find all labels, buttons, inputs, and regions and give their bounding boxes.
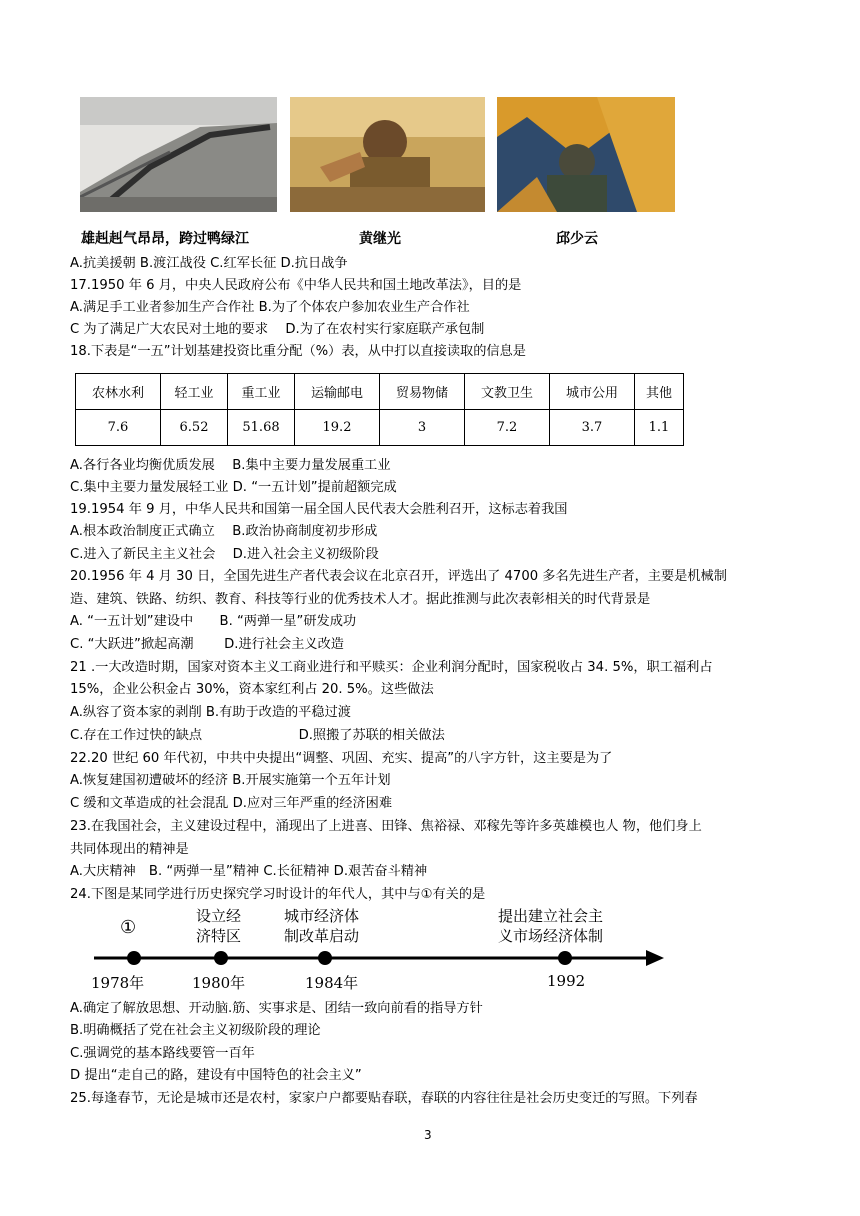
bridge-crossing-photo — [80, 97, 277, 212]
text-line: A.大庆精神 B. “两弹一星”精神 C.长征精神 D.艰苦奋斗精神 — [70, 864, 428, 879]
text-line: A.各行各业均衡优质发展 B.集中主要力量发展重工业 — [70, 458, 391, 473]
table-cell: 7.6 — [76, 410, 161, 446]
table-cell: 6.52 — [161, 410, 228, 446]
timeline-year: 1992 — [547, 972, 586, 990]
table-header-cell: 贸易物储 — [380, 374, 465, 410]
timeline-arrow — [646, 950, 664, 966]
photo-caption-3: 邱少云 — [556, 231, 598, 247]
text-line: B.明确概括了党在社会主义初级阶段的理论 — [70, 1023, 321, 1038]
timeline-label — [284, 906, 359, 946]
investment-table — [75, 373, 684, 446]
timeline-label-text: 城市经济体 制改革启动 — [284, 907, 360, 945]
text-line: A.根本政治制度正式确立 B.政治协商制度初步形成 — [70, 524, 378, 539]
text-line: A.确定了解放思想、开动脑.筋、实事求是、团结一致向前看的指导方针 — [70, 1001, 483, 1016]
table-cell: 51.68 — [228, 410, 295, 446]
table-cell: 3.7 — [550, 410, 635, 446]
text-line: C.集中主要力量发展轻工业 D. “一五计划”提前超额完成 — [70, 480, 397, 495]
timeline-year: 1980年 — [192, 974, 246, 992]
text-line: 15%，企业公积金占 30%，资本家红利占 20. 5%。这些做法 — [70, 682, 434, 697]
text-line: 造、建筑、铁路、纺织、教育、科技等行业的优秀技术人才。据此推测与此次表彰相关的时代背景是 — [70, 592, 651, 607]
timeline-dot — [214, 951, 228, 965]
text-line: D 提出“走自己的路，建设有中国特色的社会主义” — [70, 1068, 362, 1083]
text-line: A.恢复建国初遭破坏的经济 B.开展实施第一个五年计划 — [70, 773, 391, 788]
soldier-painting — [290, 97, 485, 212]
table-cell: 19.2 — [295, 410, 380, 446]
timeline-label-text: 设立经 济特区 — [196, 907, 242, 945]
text-line: 20.1956 年 4 月 30 日，全国先进生产者代表会议在北京召开，评选出了 4700 多名先进生产者，主要是机械制 — [70, 569, 727, 584]
timeline-label-text: 提出建立社会主 义市场经济体制 — [498, 907, 604, 945]
text-line: A.纵容了资本家的剥削 B.有助于改造的平稳过渡 — [70, 705, 351, 720]
table-header-cell: 农林水利 — [76, 374, 161, 410]
text-line: 19.1954 年 9 月，中华人民共和国第一届全国人民代表大会胜利召开，这标志着我国 — [70, 502, 568, 517]
text-line: A.抗美援朝 B.渡江战役 C.红军长征 D.抗日战争 — [70, 256, 348, 271]
table-header-cell: 轻工业 — [161, 374, 228, 410]
timeline-label: ① — [120, 917, 137, 938]
soldier-in-fire-painting — [497, 97, 675, 212]
text-line: 21 .一大改造时期，国家对资本主义工商业进行和平赎买：企业利润分配时，国家税收占 34. 5%，职工福利占 — [70, 660, 713, 675]
table-cell: 3 — [380, 410, 465, 446]
text-line: 25.每逢春节，无论是城市还是农村，家家户户都要贴春联，春联的内容往往是社会历史变迁的写照。下列春 — [70, 1091, 698, 1106]
text-line: C.存在工作过快的缺点 D.照搬了苏联的相关做法 — [70, 728, 445, 743]
timeline-label — [498, 906, 603, 946]
text-line: C. “大跃进”掀起高潮 D.进行社会主义改造 — [70, 637, 344, 652]
photo-caption-1: 雄赳赳气昂昂，跨过鸭绿江 — [81, 231, 249, 247]
table-header-cell: 其他 — [635, 374, 684, 410]
table-cell: 1.1 — [635, 410, 684, 446]
text-line: 22.20 世纪 60 年代初，中共中央提出“调整、巩固、充实、提高”的八字方针，这主要是为了 — [70, 751, 613, 766]
photo-caption-2: 黄继光 — [359, 231, 401, 247]
table-header-row — [76, 374, 684, 410]
text-line: A. “一五计划”建设中 B. “两弹一星”研发成功 — [70, 614, 357, 629]
table-header-cell: 运输邮电 — [295, 374, 380, 410]
text-line: 共同体现出的精神是 — [70, 842, 189, 857]
text-line: C.强调党的基本路线要管一百年 — [70, 1046, 255, 1061]
timeline-year: 1984年 — [305, 974, 359, 992]
text-line: 17.1950 年 6 月，中央人民政府公布《中华人民共和国土地改革法》，目的是 — [70, 278, 522, 293]
table-row — [76, 410, 684, 446]
timeline-label — [196, 906, 241, 946]
timeline-year: 1978年 — [91, 974, 145, 992]
text-line: C.进入了新民主主义社会 D.进入社会主义初级阶段 — [70, 547, 379, 562]
table-header-cell: 城市公用 — [550, 374, 635, 410]
text-line: C 为了满足广大农民对土地的要求 D.为了在农村实行家庭联产承包制 — [70, 322, 485, 337]
text-line: 24.下图是某同学进行历史探究学习时设计的年代人，其中与①有关的是 — [70, 887, 486, 902]
table-header-cell: 重工业 — [228, 374, 295, 410]
timeline-dot — [127, 951, 141, 965]
text-line: 18.下表是“一五”计划基建投资比重分配（%）表，从中打以直接读取的信息是 — [70, 344, 526, 359]
timeline-dot — [318, 951, 332, 965]
text-line: A.满足手工业者参加生产合作社 B.为了个体农户参加农业生产合作社 — [70, 300, 470, 315]
table-header-cell: 文教卫生 — [465, 374, 550, 410]
timeline-dot — [558, 951, 572, 965]
text-line: 23.在我国社会，主义建设过程中，涌现出了上进喜、田锋、焦裕禄、邓稼先等许多英雄模也人 物，他们身上 — [70, 819, 702, 834]
text-line: C 缓和文革造成的社会混乱 D.应对三年严重的经济困难 — [70, 796, 393, 811]
page-number: 3 — [424, 1128, 432, 1142]
table-cell: 7.2 — [465, 410, 550, 446]
